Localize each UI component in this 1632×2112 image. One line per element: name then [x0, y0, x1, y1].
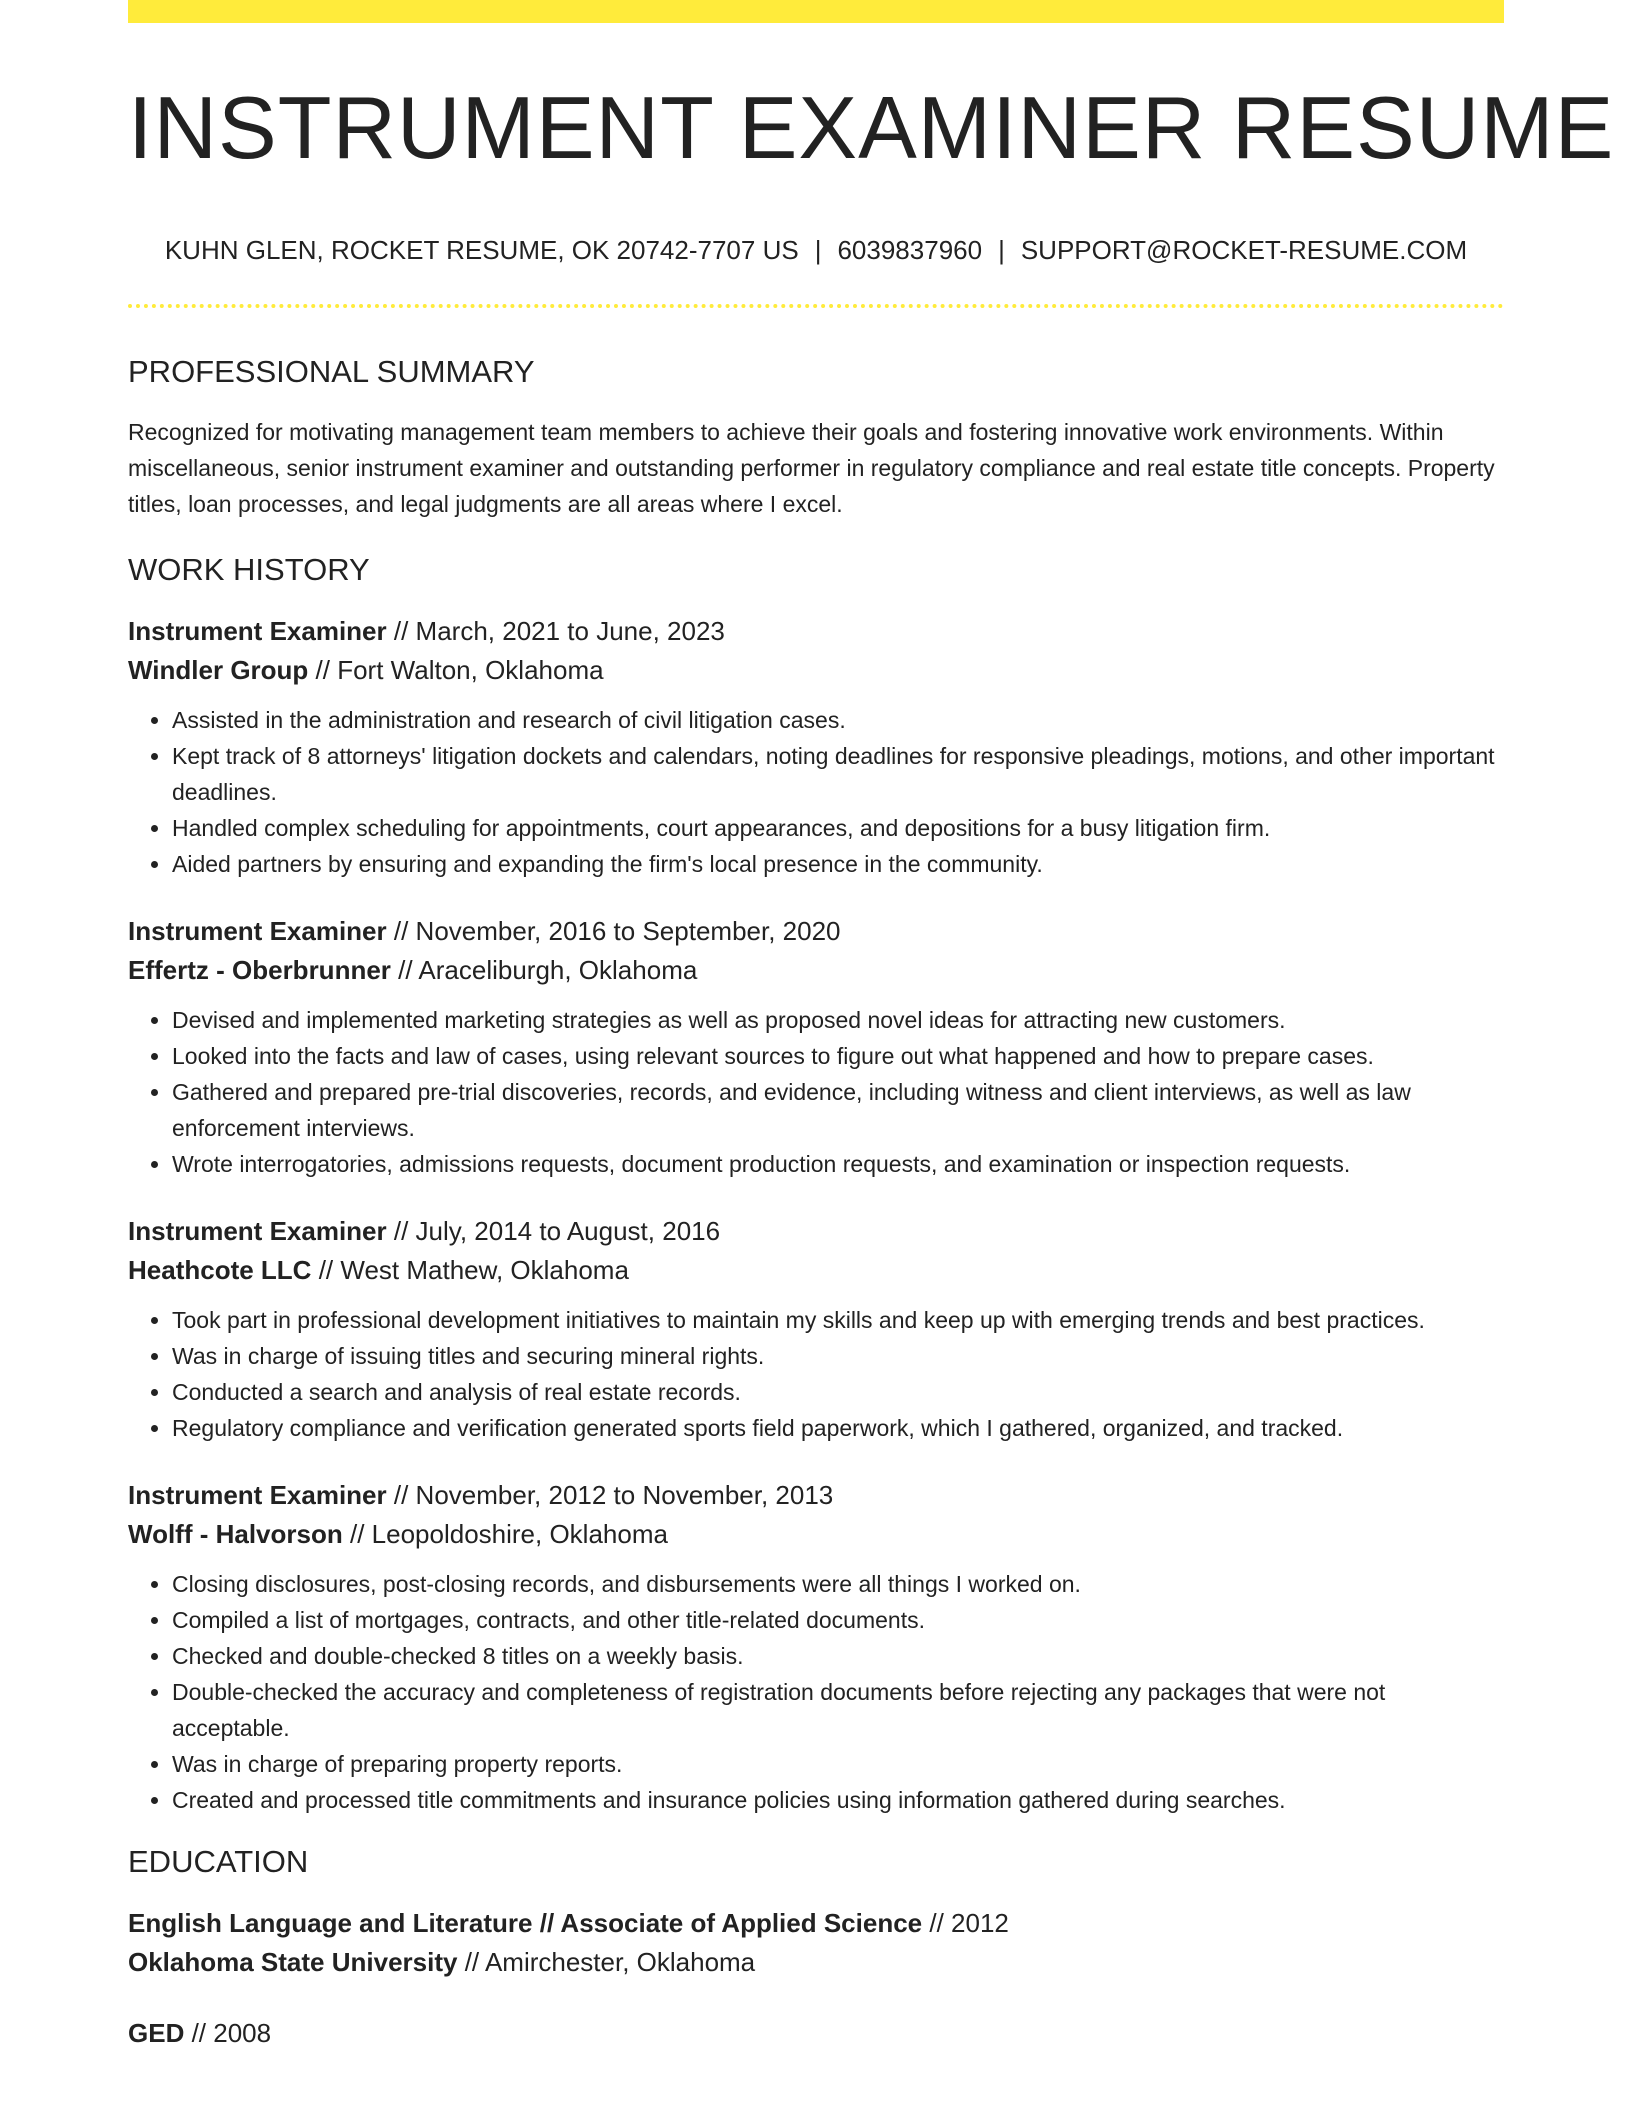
job-bullet: • Wrote interrogatories, admissions requests, document production requests, and examination or inspection requests. [172, 1146, 1504, 1182]
job-bullet: • Compiled a list of mortgages, contracts, and other title-related documents. [172, 1602, 1504, 1638]
work-history-heading: WORK HISTORY [128, 552, 370, 587]
job-company-line [128, 1515, 1504, 1554]
job-title-line [128, 612, 1504, 651]
dotted-divider [128, 304, 1504, 308]
job-dates: // July, 2014 to August, 2016 [393, 1216, 721, 1246]
job-bullet: • Gathered and prepared pre-trial discoveries, records, and evidence, including witness and client interviews, as well as law enforcement interviews. [172, 1074, 1504, 1146]
job-entry [128, 1212, 1504, 1446]
job-entry [128, 612, 1504, 882]
job-bullet: • Aided partners by ensuring and expanding the firm's local presence in the community. [172, 846, 1504, 882]
job-bullet: • Double-checked the accuracy and completeness of registration documents before rejecting any packages that were not acceptable. [172, 1674, 1504, 1746]
work-history-list [128, 612, 1504, 1818]
job-location: // West Mathew, Oklahoma [318, 1255, 629, 1285]
education-school-line [128, 1943, 1504, 1982]
job-title-line [128, 1476, 1504, 1515]
contact-separator: | [998, 235, 1005, 265]
education-heading: EDUCATION [128, 1844, 309, 1879]
job-title: Instrument Examiner [128, 1216, 387, 1246]
education-degree-line [128, 2014, 1504, 2053]
job-bullet: • Handled complex scheduling for appointments, court appearances, and depositions for a busy litigation firm. [172, 810, 1504, 846]
job-dates: // March, 2021 to June, 2023 [393, 616, 725, 646]
job-bullet: • Created and processed title commitments and insurance policies using information gathered during searches. [172, 1782, 1504, 1818]
job-bullets [128, 1002, 1504, 1182]
education-degree: GED [128, 2018, 185, 2048]
contact-phone: 6039837960 [837, 235, 983, 265]
contact-email: SUPPORT@ROCKET-RESUME.COM [1020, 235, 1468, 265]
job-dates: // November, 2016 to September, 2020 [393, 916, 841, 946]
job-bullet: • Conducted a search and analysis of real estate records. [172, 1374, 1504, 1410]
education-entry [128, 1904, 1504, 1982]
job-bullet: • Took part in professional development initiatives to maintain my skills and keep up with emerging trends and best practices. [172, 1302, 1504, 1338]
job-company: Windler Group [128, 655, 309, 685]
page-title: INSTRUMENT EXAMINER RESUME [128, 78, 1615, 177]
job-company-line [128, 951, 1504, 990]
job-bullet: • Was in charge of preparing property reports. [172, 1746, 1504, 1782]
contact-separator: | [814, 235, 822, 265]
job-entry [128, 912, 1504, 1182]
education-year: // 2012 [929, 1908, 1009, 1938]
job-entry [128, 1476, 1504, 1818]
job-company-line [128, 1251, 1504, 1290]
job-title: Instrument Examiner [128, 1480, 387, 1510]
job-title-line [128, 912, 1504, 951]
summary-text: Recognized for motivating management team members to achieve their goals and fostering innovative work environments. Within miscellaneous, senior instrument examiner and outstanding performer in regulatory compliance and real estate title concepts. Property titles, loan processes, and legal judgments are all areas where I excel. [128, 419, 1495, 517]
job-company: Effertz - Oberbrunner [128, 955, 391, 985]
job-company: Wolff - Halvorson [128, 1519, 343, 1549]
job-bullets [128, 702, 1504, 882]
education-location: // Amirchester, Oklahoma [464, 1947, 756, 1977]
job-dates: // November, 2012 to November, 2013 [393, 1480, 834, 1510]
education-year: // 2008 [191, 2018, 272, 2048]
job-company-line [128, 651, 1504, 690]
job-location: // Leopoldoshire, Oklahoma [349, 1519, 668, 1549]
job-location: // Araceliburgh, Oklahoma [398, 955, 698, 985]
contact-address: KUHN GLEN, ROCKET RESUME, OK 20742-7707 US [164, 235, 799, 265]
summary-heading: PROFESSIONAL SUMMARY [128, 354, 535, 389]
job-location: // Fort Walton, Oklahoma [315, 655, 604, 685]
job-bullet: • Looked into the facts and law of cases, using relevant sources to figure out what happened and how to prepare cases. [172, 1038, 1504, 1074]
job-title: Instrument Examiner [128, 916, 387, 946]
job-bullets [128, 1566, 1504, 1818]
job-title: Instrument Examiner [128, 616, 387, 646]
job-bullet: • Assisted in the administration and research of civil litigation cases. [172, 702, 1504, 738]
contact-line [128, 230, 1504, 270]
job-bullet: • Kept track of 8 attorneys' litigation dockets and calendars, noting deadlines for responsive pleadings, motions, and other important deadlines. [172, 738, 1504, 810]
education-degree: English Language and Literature // Associate of Applied Science [128, 1908, 923, 1938]
job-bullets [128, 1302, 1504, 1446]
job-company: Heathcote LLC [128, 1255, 312, 1285]
education-school: Oklahoma State University [128, 1947, 458, 1977]
resume-content [128, 0, 1615, 2053]
job-bullet: • Closing disclosures, post-closing records, and disbursements were all things I worked on. [172, 1566, 1504, 1602]
job-bullet: • Was in charge of issuing titles and securing mineral rights. [172, 1338, 1504, 1374]
job-bullet: • Regulatory compliance and verification generated sports field paperwork, which I gathered, organized, and tracked. [172, 1410, 1504, 1446]
education-degree-line [128, 1904, 1504, 1943]
job-bullet: • Devised and implemented marketing strategies as well as proposed novel ideas for attracting new customers. [172, 1002, 1504, 1038]
job-bullet: • Checked and double-checked 8 titles on a weekly basis. [172, 1638, 1504, 1674]
job-title-line [128, 1212, 1504, 1251]
education-entry [128, 2014, 1504, 2053]
